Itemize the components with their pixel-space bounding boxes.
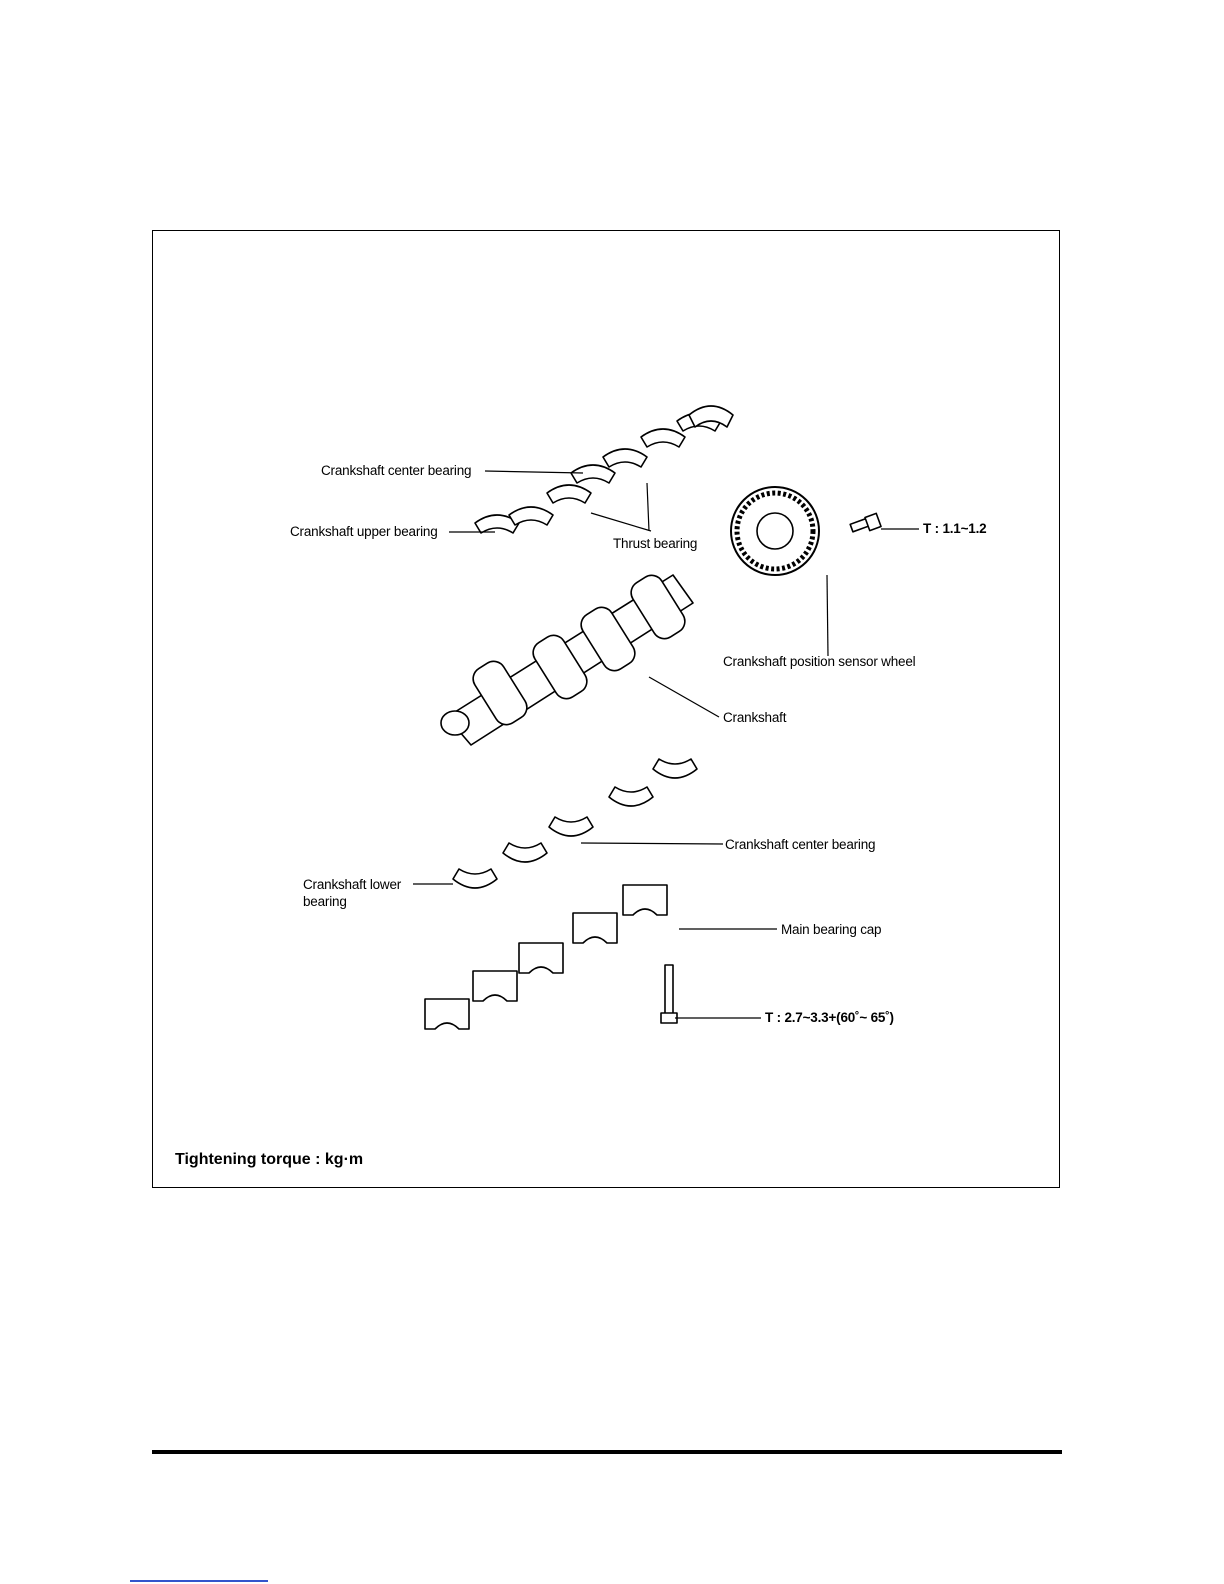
main-bearing-caps [425, 885, 667, 1029]
torque-unit-note: Tightening torque : kg·m [175, 1151, 364, 1168]
crankshaft-assembly-drawing [153, 231, 1059, 1187]
label-sensor-wheel: Crankshaft position sensor wheel [723, 654, 916, 669]
label-crankshaft: Crankshaft [723, 710, 787, 725]
lower-bearing-shells [453, 759, 697, 888]
label-upper-bearing: Crankshaft upper bearing [290, 524, 438, 539]
exploded-view-figure [152, 230, 1060, 1188]
label-center-bearing-lower: Crankshaft center bearing [725, 837, 876, 852]
crankshaft-body [441, 571, 693, 745]
label-thrust-bearing: Thrust bearing [613, 536, 698, 551]
cap-bolt [661, 965, 677, 1023]
label-main-bearing-cap: Main bearing cap [781, 922, 882, 937]
label-cap-bolt-torque: T : 2.7~3.3+(60˚~ 65˚) [765, 1010, 894, 1025]
upper-bearing-shells [475, 406, 733, 533]
label-center-bearing-upper: Crankshaft center bearing [321, 463, 472, 478]
sensor-wheel [731, 487, 819, 575]
wheel-bolt [850, 513, 881, 531]
label-wheel-bolt-torque: T : 1.1~1.2 [923, 521, 987, 536]
label-lower-bearing: Crankshaft lower bearing [303, 877, 402, 909]
footer-divider [152, 1450, 1062, 1454]
footer-link-underline[interactable] [130, 1580, 268, 1582]
